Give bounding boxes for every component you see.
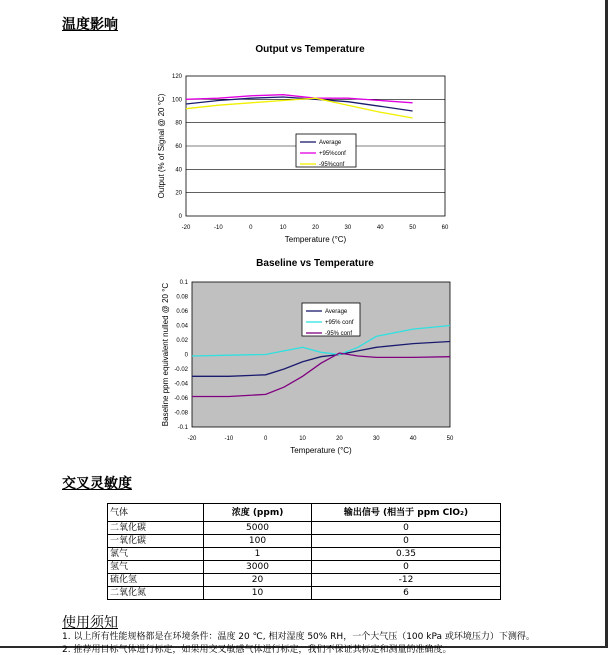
section-title-temperature: 温度影响 <box>62 17 118 33</box>
cell-output: 6 <box>312 587 501 600</box>
y-tick-label: -0.06 <box>174 396 188 402</box>
table-header-row <box>108 504 501 522</box>
y-tick-label: 0.06 <box>176 309 188 315</box>
legend-entry: +95%conf <box>319 151 346 157</box>
cell-gas: 硫化氢 <box>108 574 204 587</box>
chart1-title: Output vs Temperature <box>255 44 365 55</box>
table-row <box>108 548 501 561</box>
y-tick-label: 0.02 <box>176 338 188 344</box>
x-tick-label: 0 <box>249 225 253 231</box>
section-title-usage-notes: 使用须知 <box>62 615 118 631</box>
table-row <box>108 535 501 548</box>
cross-sensitivity-table <box>107 503 501 600</box>
cell-gas: 氢气 <box>108 561 204 574</box>
y-tick-label: 60 <box>175 144 182 150</box>
legend-entry: +95% conf <box>325 320 354 326</box>
x-tick-label: 40 <box>376 225 384 231</box>
table-row <box>108 587 501 600</box>
header-concentration: 浓度 (ppm) <box>204 504 312 522</box>
y-tick-label: 0.08 <box>176 294 188 301</box>
table-row <box>108 561 501 574</box>
x-tick-label: 30 <box>372 436 380 442</box>
cell-concentration: 1 <box>204 548 312 561</box>
cell-concentration: 20 <box>204 574 312 587</box>
y-tick-label: 40 <box>175 167 182 174</box>
header-gas: 气体 <box>108 504 204 522</box>
legend-entry: Average <box>325 309 348 315</box>
x-tick-label: 40 <box>409 436 417 442</box>
table-row <box>108 522 501 535</box>
x-tick-label: 30 <box>344 225 352 231</box>
chart2-title: Baseline vs Temperature <box>256 258 374 269</box>
x-tick-label: -10 <box>224 436 234 442</box>
section-title-cross-sensitivity: 交叉灵敏度 <box>62 476 132 492</box>
cell-concentration: 10 <box>204 587 312 600</box>
chart1-output-vs-temperature <box>150 62 470 252</box>
y-tick-label: -0.1 <box>177 425 188 431</box>
y-tick-label: 0 <box>178 214 182 220</box>
note-1: 1. 以上所有性能规格都是在环境条件：温度 20 ℃, 相对湿度 50% RH，一个大气压（100 kPa 或环境压力）下测得。 <box>62 632 535 642</box>
cell-concentration: 5000 <box>204 522 312 535</box>
y-tick-label: -0.08 <box>174 410 188 417</box>
x-tick-label: 10 <box>279 225 287 231</box>
y-tick-label: -0.02 <box>174 367 188 373</box>
x-tick-label: 20 <box>336 436 343 442</box>
x-tick-label: -20 <box>181 225 191 231</box>
x-tick-label: 60 <box>441 225 449 231</box>
x-axis-label: Temperature (°C) <box>284 235 347 244</box>
legend-entry: -95% conf <box>325 331 353 337</box>
x-tick-label: -10 <box>214 225 223 231</box>
x-tick-label: 0 <box>264 436 268 442</box>
note-2: 2. 推荐用目标气体进行标定，如果用交叉敏感气体进行标定，我们不保证其标定和测量的准确度。 <box>62 645 452 655</box>
x-axis-label: Temperature (°C) <box>290 446 352 455</box>
y-tick-label: 20 <box>175 190 182 197</box>
x-tick-label: 50 <box>446 436 454 442</box>
y-tick-label: 100 <box>171 97 182 104</box>
x-tick-label: 10 <box>299 436 306 442</box>
cell-concentration: 3000 <box>204 561 312 574</box>
y-tick-label: 120 <box>171 74 182 80</box>
y-axis-label: Output (% of Signal @ 20 °C) <box>157 93 166 199</box>
cell-output: -12 <box>312 574 501 587</box>
y-tick-label: -0.04 <box>174 381 188 388</box>
legend-entry: Average <box>319 140 342 146</box>
cell-gas: 氯气 <box>108 548 204 561</box>
cell-gas: 二氧化氮 <box>108 587 204 600</box>
chart2-baseline-vs-temperature <box>150 276 470 466</box>
legend-entry: -95%conf <box>319 162 345 168</box>
y-tick-label: 80 <box>175 120 182 127</box>
y-tick-label: 0.04 <box>176 323 188 330</box>
y-tick-label: 0.1 <box>179 280 188 286</box>
cell-output: 0 <box>312 522 501 535</box>
x-tick-label: -20 <box>187 436 197 442</box>
x-tick-label: 20 <box>312 225 319 231</box>
cell-concentration: 100 <box>204 535 312 548</box>
cell-gas: 一氧化碳 <box>108 535 204 548</box>
header-output-signal: 输出信号 (相当于 ppm ClO₂) <box>312 504 501 522</box>
y-axis-label: Baseline ppm equivalent nulled @ 20 °C <box>161 282 170 427</box>
table-row <box>108 574 501 587</box>
cell-output: 0 <box>312 561 501 574</box>
y-tick-label: 0 <box>184 352 188 359</box>
cell-output: 0 <box>312 535 501 548</box>
cell-gas: 二氧化碳 <box>108 522 204 535</box>
cell-output: 0.35 <box>312 548 501 561</box>
x-tick-label: 50 <box>409 225 416 231</box>
